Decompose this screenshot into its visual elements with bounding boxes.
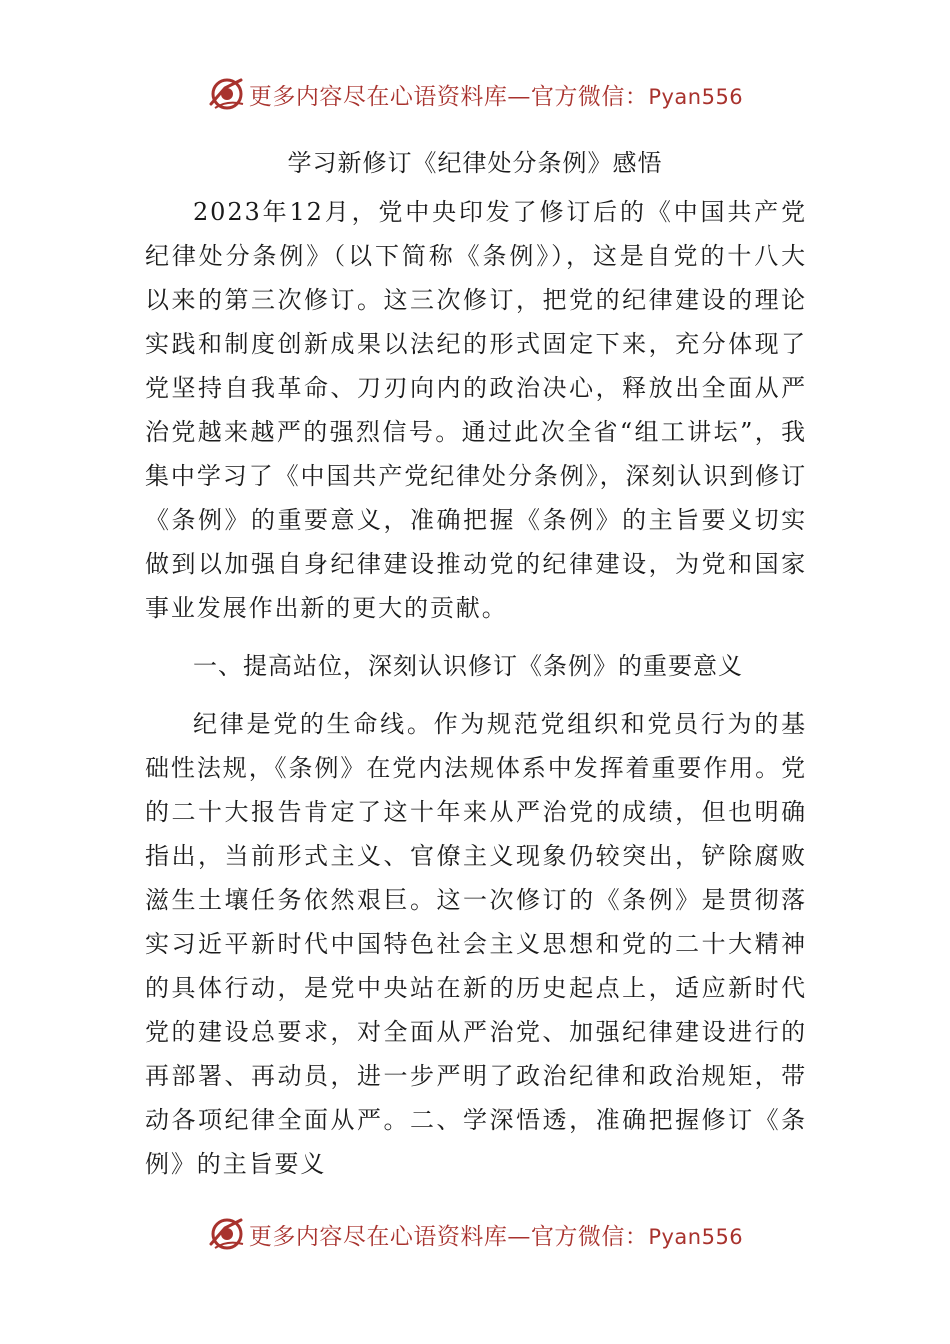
- paragraph-discipline: 纪律是党的生命线。作为规范党组织和党员行为的基础性法规，《条例》在党内法规体系中发挥着重要作用。党的二十大报告肯定了这十年来从严治党的成绩，但也明确指出，当前形式主义、官僚主义现象仍较突出，铲除腐败滋生土壤任务依然艰巨。这一次修订的《条例》是贯彻落实习近平新时代中国特色社会主义思想和党的二十大精神的具体行动，是党中央站在新的历史起点上，适应新时代党的建设总要求，对全面从严治党、加强纪律建设进行的再部署、再动员，进一步严明了政治纪律和政治规矩，带动各项纪律全面从严。二、学深悟透，准确把握修订《条例》的主旨要义: [145, 710, 807, 1178]
- section-heading-1: 一、提高站位，深刻认识修订《条例》的重要意义: [193, 652, 743, 680]
- watermark-handle: Pyan556: [648, 1224, 744, 1249]
- watermark-banner-bottom: [0, 1210, 950, 1258]
- brand-logo-icon: [207, 1214, 247, 1254]
- document-title: 学习新修订《纪律处分条例》感悟: [287, 149, 663, 177]
- watermark-text: 更多内容尽在心语资料库—官方微信：Pyan556: [248, 83, 744, 110]
- brand-logo-icon: [207, 74, 247, 114]
- paragraph-intro: 2023年12月，党中央印发了修订后的《中国共产党纪律处分条例》（以下简称《条例》），这是自党的十八大以来的第三次修订。这三次修订，把党的纪律建设的理论实践和制度创新成果以法纪的形式固定下来，充分体现了党坚持自我革命、刀刃向内的政治决心，释放出全面从严治党越来越严的强烈信号。通过此次全省“组工讲坛”，我集中学习了《中国共产党纪律处分条例》，深刻认识到修订《条例》的重要意义，准确把握《条例》的主旨要义切实做到以加强自身纪律建设推动党的纪律建设，为党和国家事业发展作出新的更大的贡献。: [145, 198, 807, 622]
- document-body: [145, 190, 807, 1186]
- watermark-text: 更多内容尽在心语资料库—官方微信：Pyan556: [248, 1223, 744, 1250]
- watermark-handle: Pyan556: [648, 84, 744, 109]
- watermark-banner-top: [0, 70, 950, 118]
